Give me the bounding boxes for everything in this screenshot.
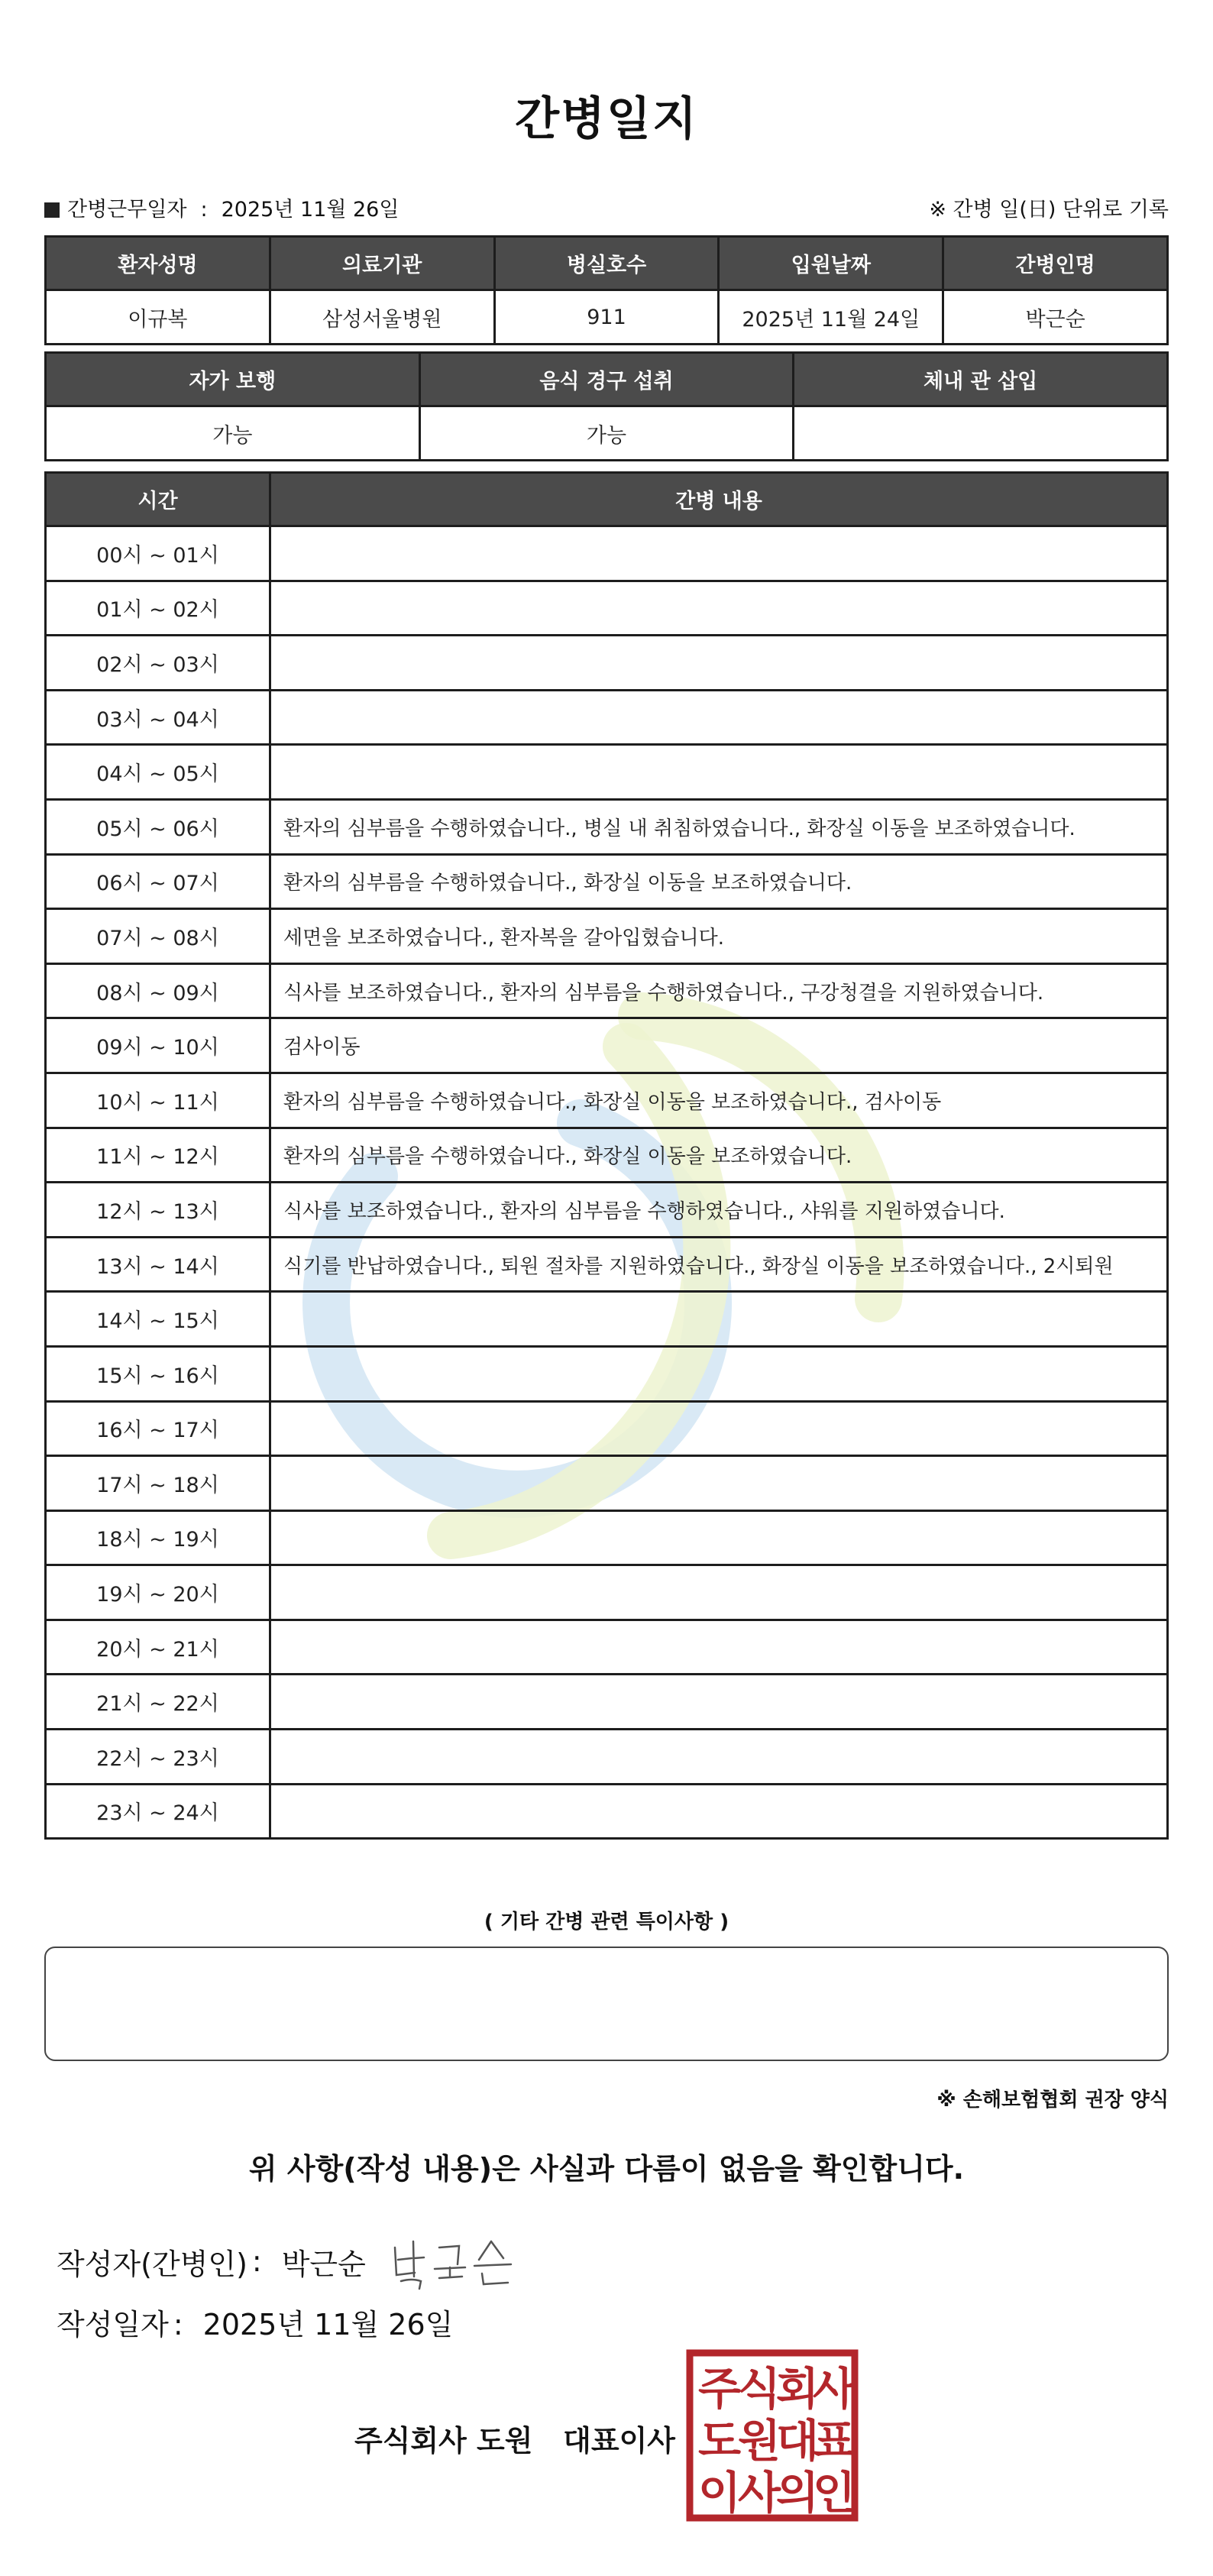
header-oral-intake: 음식 경구 섭취: [419, 353, 794, 406]
svg-text:대: 대: [775, 2415, 820, 2467]
writer-colon: :: [251, 2244, 262, 2278]
care-date-separator: :: [200, 198, 208, 222]
time-cell: 06시 ~ 07시: [46, 854, 270, 909]
caregiver-name-value: 박근순: [943, 290, 1168, 345]
care-content-cell: [270, 1401, 1168, 1456]
care-content-cell: [270, 1620, 1168, 1675]
room-number-value: 911: [494, 290, 719, 345]
svg-text:사: 사: [812, 2363, 856, 2415]
time-cell: 23시 ~ 24시: [46, 1784, 270, 1839]
time-cell: 10시 ~ 11시: [46, 1073, 270, 1128]
care-date-info: [44, 193, 399, 222]
handwritten-signature: [389, 2231, 534, 2292]
table-header-row: [46, 237, 1168, 290]
table-row: [46, 1292, 1168, 1347]
table-row: [46, 1073, 1168, 1128]
svg-text:표: 표: [812, 2415, 856, 2467]
time-cell: 04시 ~ 05시: [46, 745, 270, 800]
care-content-cell: 환자의 심부름을 수행하였습니다., 화장실 이동을 보조하였습니다.: [270, 854, 1168, 909]
care-content-cell: 검사이동: [270, 1018, 1168, 1073]
care-date-value: 2025년 11월 26일: [221, 198, 399, 222]
admission-date-value: 2025년 11월 24일: [719, 290, 943, 345]
time-cell: 13시 ~ 14시: [46, 1237, 270, 1292]
time-cell: 17시 ~ 18시: [46, 1456, 270, 1511]
care-date-label: 간병근무일자: [67, 198, 187, 222]
oral-intake-value: 가능: [419, 406, 794, 461]
care-content-cell: [270, 1510, 1168, 1565]
svg-text:이: 이: [697, 2467, 742, 2519]
table-row: [46, 1128, 1168, 1183]
care-content-cell: [270, 690, 1168, 745]
table-row: [46, 1401, 1168, 1456]
svg-text:식: 식: [737, 2363, 781, 2415]
header-caregiver-name: 간병인명: [943, 237, 1168, 290]
writer-line: [57, 2231, 534, 2292]
written-date-line: [57, 2301, 453, 2343]
care-log-body: [46, 526, 1168, 1839]
table-row: [46, 1237, 1168, 1292]
care-content-cell: [270, 1730, 1168, 1785]
table-row: [46, 1018, 1168, 1073]
table-row: [46, 799, 1168, 854]
care-content-cell: [270, 1565, 1168, 1620]
time-cell: 08시 ~ 09시: [46, 963, 270, 1018]
table-row: [46, 1675, 1168, 1730]
time-cell: 05시 ~ 06시: [46, 799, 270, 854]
record-unit-note: ※ 간병 일(日) 단위로 기록: [929, 198, 1169, 222]
svg-text:원: 원: [737, 2415, 781, 2467]
header-patient-name: 환자성명: [46, 237, 270, 290]
written-date-label: 작성일자: [57, 2308, 169, 2341]
table-row: [46, 1346, 1168, 1401]
time-cell: 00시 ~ 01시: [46, 526, 270, 581]
hospital-value: 삼성서울병원: [270, 290, 494, 345]
time-cell: 07시 ~ 08시: [46, 909, 270, 964]
care-content-cell: 환자의 심부름을 수행하였습니다., 병실 내 취침하였습니다., 화장실 이동을 보조하였습니다.: [270, 799, 1168, 854]
time-cell: 16시 ~ 17시: [46, 1401, 270, 1456]
svg-text:도: 도: [697, 2415, 742, 2467]
notes-box: [44, 1947, 1169, 2061]
svg-text:회: 회: [775, 2363, 820, 2415]
writer-label: 작성자(간병인): [57, 2247, 247, 2281]
square-bullet-icon: [44, 202, 60, 218]
care-content-cell: 식사를 보조하였습니다., 환자의 심부름을 수행하였습니다., 구강청결을 지원하였습니다.: [270, 963, 1168, 1018]
time-cell: 12시 ~ 13시: [46, 1183, 270, 1238]
header-self-walking: 자가 보행: [46, 353, 420, 406]
time-cell: 19시 ~ 20시: [46, 1565, 270, 1620]
time-cell: 09시 ~ 10시: [46, 1018, 270, 1073]
care-content-cell: 세면을 보조하였습니다., 환자복을 갈아입혔습니다.: [270, 909, 1168, 964]
care-content-cell: [270, 526, 1168, 581]
table-row: [46, 1456, 1168, 1511]
time-cell: 15시 ~ 16시: [46, 1346, 270, 1401]
table-row: [46, 636, 1168, 691]
time-cell: 21시 ~ 22시: [46, 1675, 270, 1730]
care-content-cell: [270, 1784, 1168, 1839]
time-cell: 22시 ~ 23시: [46, 1730, 270, 1785]
header-time: 시간: [46, 473, 270, 526]
confirm-statement: 위 사항(작성 내용)은 사실과 다름이 없음을 확인합니다.: [248, 2152, 965, 2186]
care-content-cell: [270, 1292, 1168, 1347]
table-header-row: [46, 353, 1168, 406]
patient-name-value: 이규복: [46, 290, 270, 345]
svg-text:의: 의: [775, 2467, 820, 2519]
recommend-note: ※ 손해보험협회 권장 양식: [936, 2089, 1169, 2112]
care-content-cell: [270, 1346, 1168, 1401]
care-content-cell: 식기를 반납하였습니다., 퇴원 절차를 지원하였습니다., 화장실 이동을 보조하였습니다., 2시퇴원: [270, 1237, 1168, 1292]
time-cell: 02시 ~ 03시: [46, 636, 270, 691]
time-cell: 20시 ~ 21시: [46, 1620, 270, 1675]
table-row: [46, 1784, 1168, 1839]
company-name: 주식회사 도원 대표이사: [354, 2424, 675, 2458]
tube-insertion-value: [794, 406, 1168, 461]
svg-text:사: 사: [737, 2467, 781, 2519]
table-header-row: [46, 473, 1168, 526]
header-care-content: 간병 내용: [270, 473, 1168, 526]
table-row: [46, 909, 1168, 964]
care-content-cell: [270, 745, 1168, 800]
care-content-cell: [270, 636, 1168, 691]
care-content-cell: 환자의 심부름을 수행하였습니다., 화장실 이동을 보조하였습니다.: [270, 1128, 1168, 1183]
table-row: [46, 690, 1168, 745]
header-room-number: 병실호수: [494, 237, 719, 290]
svg-text:주: 주: [697, 2363, 742, 2415]
table-row: [46, 406, 1168, 461]
table-row: [46, 1510, 1168, 1565]
table-row: [46, 854, 1168, 909]
time-cell: 14시 ~ 15시: [46, 1292, 270, 1347]
header-admission-date: 입원날짜: [719, 237, 943, 290]
header-hospital: 의료기관: [270, 237, 494, 290]
table-row: [46, 290, 1168, 345]
care-log-table: [44, 471, 1169, 1840]
table-row: [46, 1620, 1168, 1675]
table-row: [46, 581, 1168, 636]
company-seal-stamp: [686, 2349, 859, 2522]
info-line: [44, 193, 1169, 222]
notes-title: ( 기타 간병 관련 특이사항 ): [484, 1911, 729, 1934]
written-date-value: 2025년 11월 26일: [202, 2308, 454, 2341]
table-row: [46, 1730, 1168, 1785]
table-row: [46, 1183, 1168, 1238]
svg-text:인: 인: [812, 2467, 856, 2519]
care-content-cell: 식사를 보조하였습니다., 환자의 심부름을 수행하였습니다., 샤워를 지원하였습니다.: [270, 1183, 1168, 1238]
table-row: [46, 1565, 1168, 1620]
patient-status-table: [44, 351, 1169, 461]
patient-info-table: [44, 235, 1169, 345]
care-content-cell: 환자의 심부름을 수행하였습니다., 화장실 이동을 보조하였습니다., 검사이동: [270, 1073, 1168, 1128]
time-cell: 18시 ~ 19시: [46, 1510, 270, 1565]
writer-name: 박근순: [281, 2247, 366, 2281]
header-tube-insertion: 체내 관 삽입: [794, 353, 1168, 406]
care-content-cell: [270, 1456, 1168, 1511]
written-date-colon: :: [173, 2308, 183, 2341]
time-cell: 01시 ~ 02시: [46, 581, 270, 636]
care-content-cell: [270, 1675, 1168, 1730]
care-content-cell: [270, 581, 1168, 636]
page-title: 간병일지: [515, 92, 698, 146]
time-cell: 11시 ~ 12시: [46, 1128, 270, 1183]
table-row: [46, 963, 1168, 1018]
table-row: [46, 526, 1168, 581]
self-walking-value: 가능: [46, 406, 420, 461]
table-row: [46, 745, 1168, 800]
time-cell: 03시 ~ 04시: [46, 690, 270, 745]
